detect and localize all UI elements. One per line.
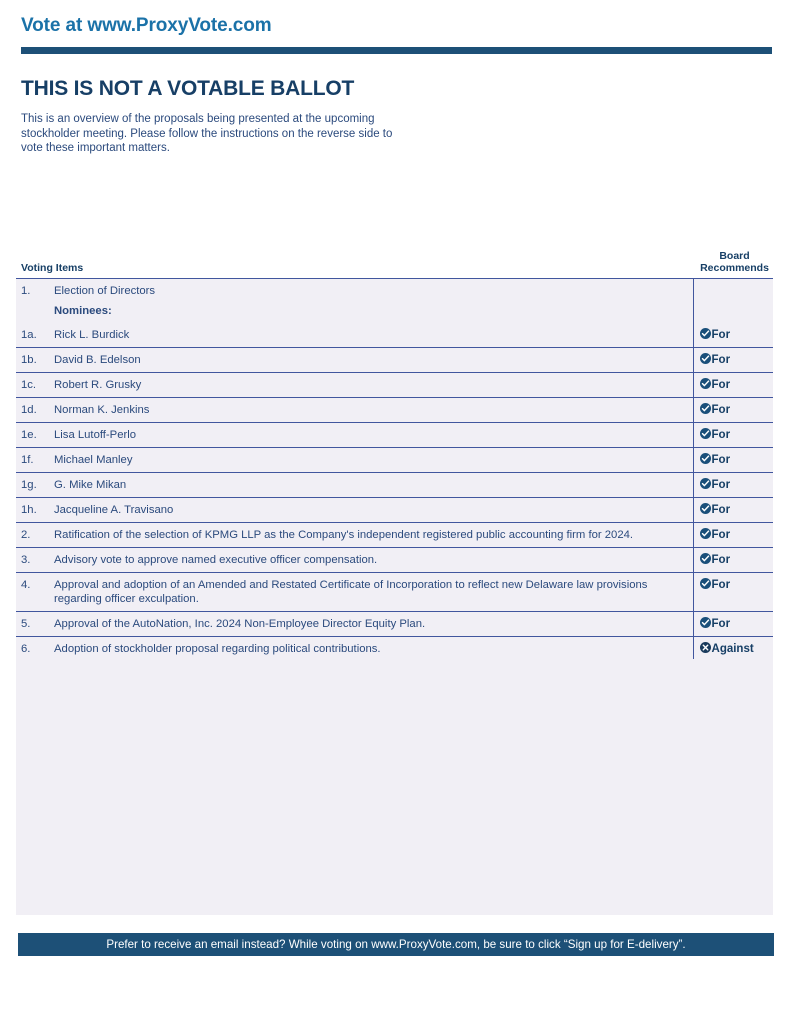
row-board-recommendation [693,279,773,304]
board-recommends-line1: Board [719,250,750,262]
table-row [16,373,773,398]
column-header-board-recommends [693,250,773,279]
row-number: 1b. [16,348,50,373]
table-row [16,348,773,373]
row-number: 2. [16,523,50,548]
row-board-recommendation [693,373,773,398]
row-description: David B. Edelson [50,348,693,373]
row-board-recommendation [693,448,773,473]
table-row [16,523,773,548]
row-description: Jacqueline A. Travisano [50,498,693,523]
row-number: 1e. [16,423,50,448]
check-circle-icon [700,528,711,539]
row-board-recommendation [693,323,773,348]
table-row [16,303,773,323]
recommendation-label: For [711,329,731,341]
page-title: THIS IS NOT A VOTABLE BALLOT [21,77,355,100]
recommendation-label: For [711,554,731,566]
masthead [0,0,791,38]
table-row [16,279,773,304]
recommendation-label: For [711,529,731,541]
row-number: 3. [16,548,50,573]
recommendation-label: For [711,479,731,491]
row-number: 4. [16,573,50,612]
row-description: Michael Manley [50,448,693,473]
banner [0,54,791,156]
row-description: Ratification of the selection of KPMG LLP as the Company's independent registered public accounting firm for 2024. [50,523,693,548]
row-board-recommendation [693,523,773,548]
voting-items-table [16,250,773,687]
row-number: 6. [16,637,50,662]
row-description: Norman K. Jenkins [50,398,693,423]
row-description: Robert R. Grusky [50,373,693,398]
row-description: Approval and adoption of an Amended and Restated Certificate of Incorporation to reflect new Delaware law provisions regarding officer exculpation. [50,573,693,612]
row-number: 1g. [16,473,50,498]
row-board-recommendation [693,548,773,573]
check-circle-icon [700,453,711,464]
check-circle-icon [700,403,711,414]
row-board-recommendation [693,573,773,612]
voting-items-body [16,279,773,687]
check-circle-icon [700,503,711,514]
row-board-recommendation [693,498,773,523]
table-header-row [16,250,773,279]
column-header-voting-items: Voting Items [16,250,693,279]
banner-subtitle: This is an overview of the proposals being presented at the upcoming stockholder meeting. Please follow the instructions on the reverse side to vote these important matters. [21,113,393,154]
row-number: 1f. [16,448,50,473]
voting-items-table-wrapper [16,250,773,687]
recommendation-label: For [711,618,731,630]
check-circle-icon [700,478,711,489]
table-row [16,612,773,637]
blank-panel [16,659,773,915]
row-description: G. Mike Mikan [50,473,693,498]
row-number: 1h. [16,498,50,523]
row-number: 1a. [16,323,50,348]
check-circle-icon [700,617,711,628]
row-number: 1d. [16,398,50,423]
check-circle-icon [700,378,711,389]
check-circle-icon [700,578,711,589]
row-description: Election of Directors [50,279,693,304]
row-description: Adoption of stockholder proposal regarding political contributions. [50,637,693,662]
row-description: Approval of the AutoNation, Inc. 2024 Non-Employee Director Equity Plan. [50,612,693,637]
recommendation-label: For [711,504,731,516]
table-row [16,398,773,423]
recommendation-label: For [711,454,731,466]
recommendation-label: For [711,429,731,441]
edelivery-footer-banner: Prefer to receive an email instead? While voting on www.ProxyVote.com, be sure to click “Sign up for E-delivery”. [18,933,774,956]
row-board-recommendation [693,423,773,448]
row-board-recommendation [693,612,773,637]
row-number: 1. [16,279,50,304]
table-row [16,473,773,498]
row-description: Lisa Lutoff-Perlo [50,423,693,448]
recommendation-label: For [711,404,731,416]
board-recommends-line2: Recommends [700,262,769,274]
table-row [16,498,773,523]
table-row [16,323,773,348]
header-rule-bar [21,47,772,54]
table-row [16,448,773,473]
check-circle-icon [700,353,711,364]
row-description: Nominees: [50,303,693,323]
recommendation-label: For [711,379,731,391]
row-description: Rick L. Burdick [50,323,693,348]
row-number: 5. [16,612,50,637]
table-row [16,637,773,662]
check-circle-icon [700,428,711,439]
table-row [16,573,773,612]
row-description: Advisory vote to approve named executive officer compensation. [50,548,693,573]
x-circle-icon [700,642,711,653]
table-row [16,548,773,573]
row-board-recommendation [693,398,773,423]
table-row [16,423,773,448]
row-board-recommendation [693,348,773,373]
row-board-recommendation [693,637,773,662]
check-circle-icon [700,553,711,564]
row-number [16,303,50,323]
recommendation-label: For [711,579,731,591]
check-circle-icon [700,328,711,339]
masthead-title: Vote at www.ProxyVote.com [21,15,272,36]
recommendation-label: Against [711,643,754,655]
row-number: 1c. [16,373,50,398]
row-board-recommendation [693,473,773,498]
row-board-recommendation [693,303,773,323]
recommendation-label: For [711,354,731,366]
